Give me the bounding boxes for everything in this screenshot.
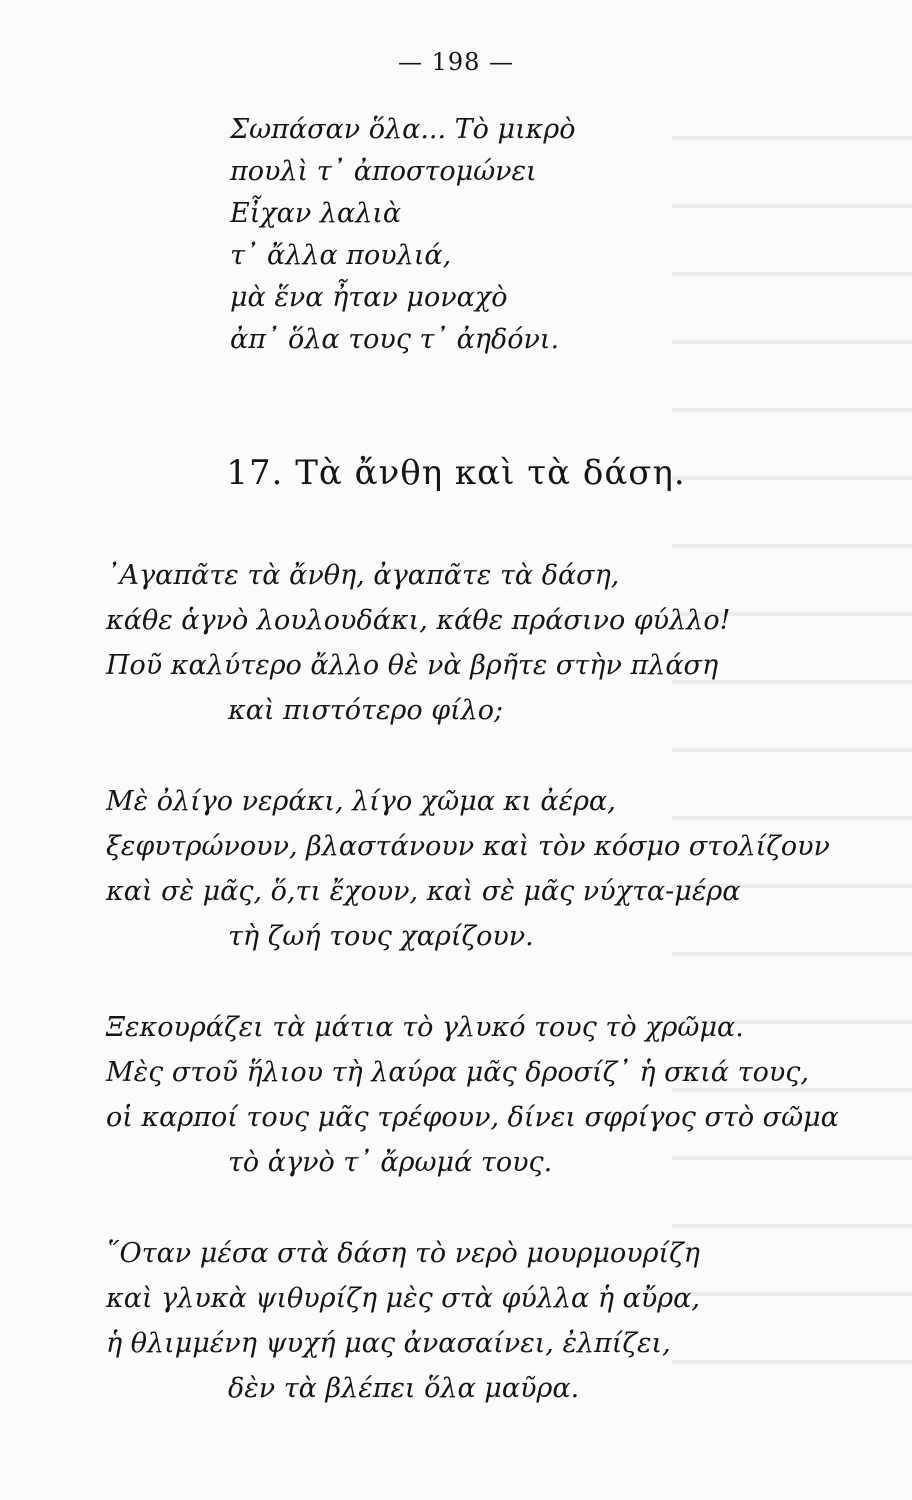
- intro-line: μὰ ἕνα ἦταν μοναχὸ: [230, 282, 508, 313]
- bleed-through-shadow: [672, 110, 912, 1410]
- stanza-line: δὲν τὰ βλέπει ὅλα μαῦρα.: [228, 1373, 580, 1404]
- stanza-line: ᾽Αγαπᾶτε τὰ ἄνθη, ἀγαπᾶτε τὰ δάση,: [106, 560, 620, 591]
- stanza-line: Μὲ ὀλίγο νεράκι, λίγο χῶμα κι ἀέρα,: [106, 786, 616, 817]
- stanza-line: ῞Οταν μέσα στὰ δάση τὸ νερὸ μουρμουρίζη: [106, 1238, 700, 1269]
- stanza-line: τὸ ἁγνὸ τ᾽ ἄρωμά τους.: [228, 1147, 553, 1178]
- stanza-line: ἡ θλιμμένη ψυχή μας ἀνασαίνει, ἐλπίζει,: [106, 1328, 671, 1359]
- intro-line: τ᾽ ἄλλα πουλιά,: [230, 240, 452, 271]
- poem-title: 17. Τὰ ἄνθη καὶ τὰ δάση.: [226, 453, 686, 493]
- intro-line: Σωπάσαν ὅλα... Τὸ μικρὸ: [230, 114, 576, 145]
- intro-line: πουλὶ τ᾽ ἀποστομώνει: [230, 156, 537, 187]
- stanza-line: Ποῦ καλύτερο ἄλλο θὲ νὰ βρῆτε στὴν πλάση: [106, 650, 719, 681]
- page-number: — 198 —: [397, 48, 515, 76]
- stanza-line: τὴ ζωή τους χαρίζουν.: [228, 921, 534, 952]
- stanza-line: καὶ γλυκὰ ψιθυρίζη μὲς στὰ φύλλα ἡ αὔρα,: [106, 1283, 700, 1314]
- stanza-line: κάθε ἁγνὸ λουλουδάκι, κάθε πράσινο φύλλο!: [106, 605, 731, 636]
- intro-line: ἀπ᾽ ὅλα τους τ᾽ ἀηδόνι.: [230, 324, 560, 355]
- stanza-line: καὶ πιστότερο φίλο;: [228, 695, 504, 726]
- stanza-line: ξεφυτρώνουν, βλαστάνουν καὶ τὸν κόσμο στολίζουν: [106, 831, 830, 862]
- stanza-line: Μὲς στοῦ ἥλιου τὴ λαύρα μᾶς δροσίζ᾽ ἡ σκιά τους,: [106, 1057, 809, 1088]
- stanza-line: καὶ σὲ μᾶς, ὅ,τι ἔχουν, καὶ σὲ μᾶς νύχτα-μέρα: [106, 876, 741, 907]
- stanza-line: Ξεκουράζει τὰ μάτια τὸ γλυκό τους τὸ χρῶμα.: [106, 1012, 744, 1043]
- stanza-line: οἱ καρποί τους μᾶς τρέφουν, δίνει σφρίγος στὸ σῶμα: [106, 1102, 839, 1133]
- intro-line: Εἶχαν λαλιὰ: [230, 198, 402, 229]
